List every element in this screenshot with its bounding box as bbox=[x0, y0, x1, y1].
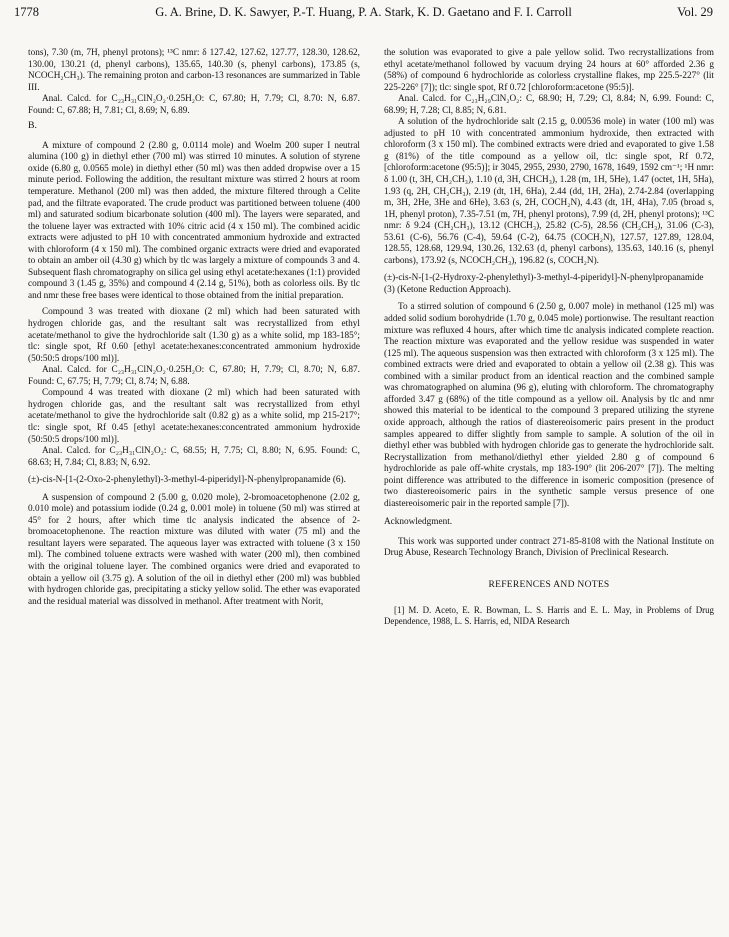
section-heading: B. bbox=[28, 120, 37, 132]
paragraph: A suspension of compound 2 (5.00 g, 0.020 mole), 2-bromoacetophenone (2.02 g, 0.010 mole) and potassium iodide (0.24 g, 0.001 mole) in toluene (50 ml) was stirred at 45° for 2 hours, after which time tlc analysis indicated the absence of 2-bromoacetophenone. The reaction mixture was diluted with water (75 ml) and the resultant layers were separated. The aqueous layer was extracted with toluene (3 x 150 ml). The combined toluene extracts were washed with water (200 ml), then combined with the original toluene layer. The combined organics were dried and evaporated to obtain a yellow oil (3.75 g). A solution of the oil in diethyl ether (200 ml) was bubbled with hydrogen chloride gas, precipitating a sticky yellow solid. The ether was evaporated and the residual material was dissolved in methanol. After treatment with Norit, bbox=[28, 492, 360, 607]
right-column bbox=[384, 48, 714, 628]
paragraph: Compound 4 was treated with dioxane (2 ml) which had been saturated with hydrogen chloride gas, and the resultant salt was recrystallized from ethyl acetate/methanol to give the hydrochloride salt (0.82 g) as a white solid, mp 215-217°; tlc: single spot, Rf 0.45 [ethyl acetate:hexanes:concentrated ammonium hydroxide (50:50:5 drops/100 ml)]. bbox=[28, 388, 360, 445]
volume-label: Vol. 29 bbox=[677, 5, 713, 19]
analysis-paragraph: Anal. Calcd. for C₂₃H₃₁ClN₂O₂: C, 68.55; H, 7.75; Cl, 8.80; N, 6.95. Found: C, 68.63; H, 7.84; Cl, 8.83; N, 6.92. bbox=[28, 446, 360, 468]
analysis-paragraph: Anal. Calcd. for C₂₃H₃₁ClN₂O₂·0.25H₂O: C, 67.80; H, 7.79; Cl, 8.70: N, 6.87. Found: C, 67.88; H, 7.81; Cl, 8.69; N, 6.89. bbox=[28, 94, 360, 116]
running-header bbox=[14, 5, 713, 23]
header-authors: G. A. Brine, D. K. Sawyer, P.-T. Huang, P. A. Stark, K. D. Gaetano and F. I. Carroll bbox=[155, 5, 572, 19]
acknowledgment-heading: Acknowledgment. bbox=[384, 517, 453, 528]
compound-title: (±)-cis-N-[1-(2-Oxo-2-phenylethyl)-3-methyl-4-piperidyl]-N-phenylpropanamide (6). bbox=[28, 475, 346, 486]
reference-item: [1] M. D. Aceto, E. R. Bowman, L. S. Harris and E. L. May, in Problems of Drug Dependence, 1988, L. S. Harris, ed, NIDA Research bbox=[384, 604, 714, 627]
paragraph: This work was supported under contract 271-85-8108 with the National Institute on Drug Abuse, Research Technology Branch, Division of Preclinical Research. bbox=[384, 536, 714, 559]
analysis-paragraph: Anal. Calcd. for C₂₃H₃₁ClN₂O₂·0.25H₂O: C, 67.80; H, 7.79; Cl, 8.70; N, 6.87. Found: C, 67.75; H, 7.79; Cl, 8.74; N, 6.88. bbox=[28, 365, 360, 387]
paragraph: A solution of the hydrochloride salt (2.15 g, 0.00536 mole) in water (100 ml) was adjusted to pH 10 with concentrated ammonium hydroxide, then extracted with chloroform (3 x 150 ml). The combined extracts were dried and evaporated to give 1.58 g (81%) of the title compound as a yellow oil, tlc: single spot, Rf 0.72, [chloroform:acetone (95:5)]; ir 3045, 2955, 2930, 2790, 1678, 1649, 1592 cm⁻¹; ¹H nmr: δ 1.00 (t, 3H, CH₂CH₃), 1.10 (d, 3H, CHCH₃), 1.28 (m, 1H, 5He), 1.47 (octet, 1H, 5Ha), 1.93 (q, 2H, CH₂CH₃), 2.19 (dt, 1H, 6Ha), 2.44 (dd, 1H, 2Ha), 2.74-2.84 (overlapping m, 3H, 2He, 3He and 6He), 3.63 (s, 2H, COCH₂N), 4.43 (dt, 1H, 4Ha), 7.05 (broad s, 1H, phenyl proton), 7.35-7.51 (m, 7H, phenyl protons), 7.99 (d, 2H, phenyl protons); ¹³C nmr: δ 9.24 (CH₂CH₃), 13.12 (CHCH₃), 25.82 (C-5), 28.56 (CH₂CH₃), 31.06 (C-3), 53.61 (C-6), 56.76 (C-4), 59.64 (C-2), 64.75 (COCH₂N), 127.57, 127.89, 128.04, 128.55, 128.68, 129.94, 130.26, 132.63 (d, phenyl carbons), 135.63, 140.16 (s, phenyl carbons), 173.92 (s, NCOCH₂CH₃), 196.82 (s, COCH₂N). bbox=[384, 117, 714, 266]
paragraph: the solution was evaporated to give a pale yellow solid. Two recrystallizations from ethyl acetate/methanol followed by vacuum drying 24 hours at 60° afforded 2.36 g (58%) of compound 6 hydrochloride as colorless crystalline flakes, mp 225.5-227° (lit 225-226° [7]); tlc: single spot, Rf 0.72 [chloroform:acetone (95:5)]. bbox=[384, 48, 714, 93]
analysis-paragraph: Anal. Calcd. for C₂₃H₂₉ClN₂O₂: C, 68.90; H, 7.29; Cl, 8.84; N, 6.99. Found: C, 68.99; H, 7.28; Cl, 8.85; N, 6.81. bbox=[384, 94, 714, 116]
paragraph: Compound 3 was treated with dioxane (2 ml) which had been saturated with hydrogen chloride gas, and the resultant salt was recrystallized from ethyl acetate/methanol to give the hydrochloride salt (1.30 g) as a white solid, mp 183-185°; tlc: single spot, Rf 0.60 [ethyl acetate:hexanes:concentrated ammonium hydroxide (50:50:5 drops/100 ml)]. bbox=[28, 307, 360, 364]
references-heading: REFERENCES AND NOTES bbox=[488, 579, 610, 590]
page-number: 1778 bbox=[14, 5, 39, 19]
compound-title: (±)-cis-N-[1-(2-Hydroxy-2-phenylethyl)-3-methyl-4-piperidyl]-N-phenylpropanamide (3) (Ketone Reduction Approach). bbox=[384, 273, 704, 295]
paragraph: To a stirred solution of compound 6 (2.50 g, 0.007 mole) in methanol (125 ml) was added solid sodium borohydride (1.70 g, 0.045 mole) portionwise. The resultant reaction mixture was refluxed 4 hours, after which time tlc analysis indicated complete reaction. The reaction mixture was evaporated and the yellow residue was suspended in water (125 ml). The aqueous suspension was then extracted with chloroform (3 x 125 ml). The combined extracts were dried and evaporated to obtain a yellow oil (2.38 g). This was combined with a similar product from an identical reaction and the combined sample was chromatographed on alumina (96 g), eluting with chloroform. The chromatography afforded 3.47 g (68%) of the title compound as a yellow oil. Analysis by tlc and nmr showed this material to be identical to the compound 3 prepared utilizing the styrene oxide approach, although the ratios of diastereoisomeric pairs present in the product samples appeared to differ slightly from sample to sample. A solution of the oil in diethyl ether was bubbled with hydrogen chloride gas to generate the hydrochloride salt. Recrystallization from methanol/diethyl ether yielded 2.80 g of compound 6 hydrochloride as pale off-white crystals, mp 183-190° (lit 206-207° [7]). The melting point difference was attributed to the difference in isomeric composition (presence of two diastereoisomeric pairs in the synthetic sample versus presence of one diastereoisomeric pair in the reported sample [7]). bbox=[384, 302, 714, 509]
paragraph: tons), 7.30 (m, 7H, phenyl protons); ¹³C nmr: δ 127.42, 127.62, 127.77, 128.30, 128.62, 130.00, 130.21 (d, phenyl carbons), 135.65, 140.30 (s, phenyl carbons), 173.85 (s, NCOCH₂CH₃). The remaining proton and carbon-13 resonances are summarized in Table III. bbox=[28, 48, 360, 93]
paragraph: A mixture of compound 2 (2.80 g, 0.0114 mole) and Woelm 200 super I neutral alumina (100 g) in diethyl ether (700 ml) was stirred 10 minutes. A solution of styrene oxide (6.80 g, 0.0565 mole) in diethyl ether (50 ml) was then added dropwise over a 15 minute period. Following the addition, the resultant mixture was stirred 2 hours at room temperature. Methanol (200 ml) was then added, the mixture filtered through a Celite pad, and the filtrate evaporated. The crude product was partitioned between toluene (400 ml) and saturated sodium bicarbonate solution (400 ml). The layers were separated, and the toluene layer was extracted with 10% citric acid (4 x 150 ml). The combined acidic extracts were adjusted to pH 10 with concentrated ammonium hydroxide and extracted with chloroform (4 x 150 ml). The combined organic extracts were dried and evaporated to obtain an amber oil (4.30 g) which by tlc was largely a mixture of compounds 3 and 4. Subsequent flash chromatography on silica gel using ethyl acetate:hexanes (1:1) provided compound 3 (1.45 g, 35%) and compound 4 (2.14 g, 51%), both as colorless oils. By tlc and nmr these free bases were identical to those obtained from the initial preparation. bbox=[28, 140, 360, 301]
left-column bbox=[28, 48, 360, 608]
